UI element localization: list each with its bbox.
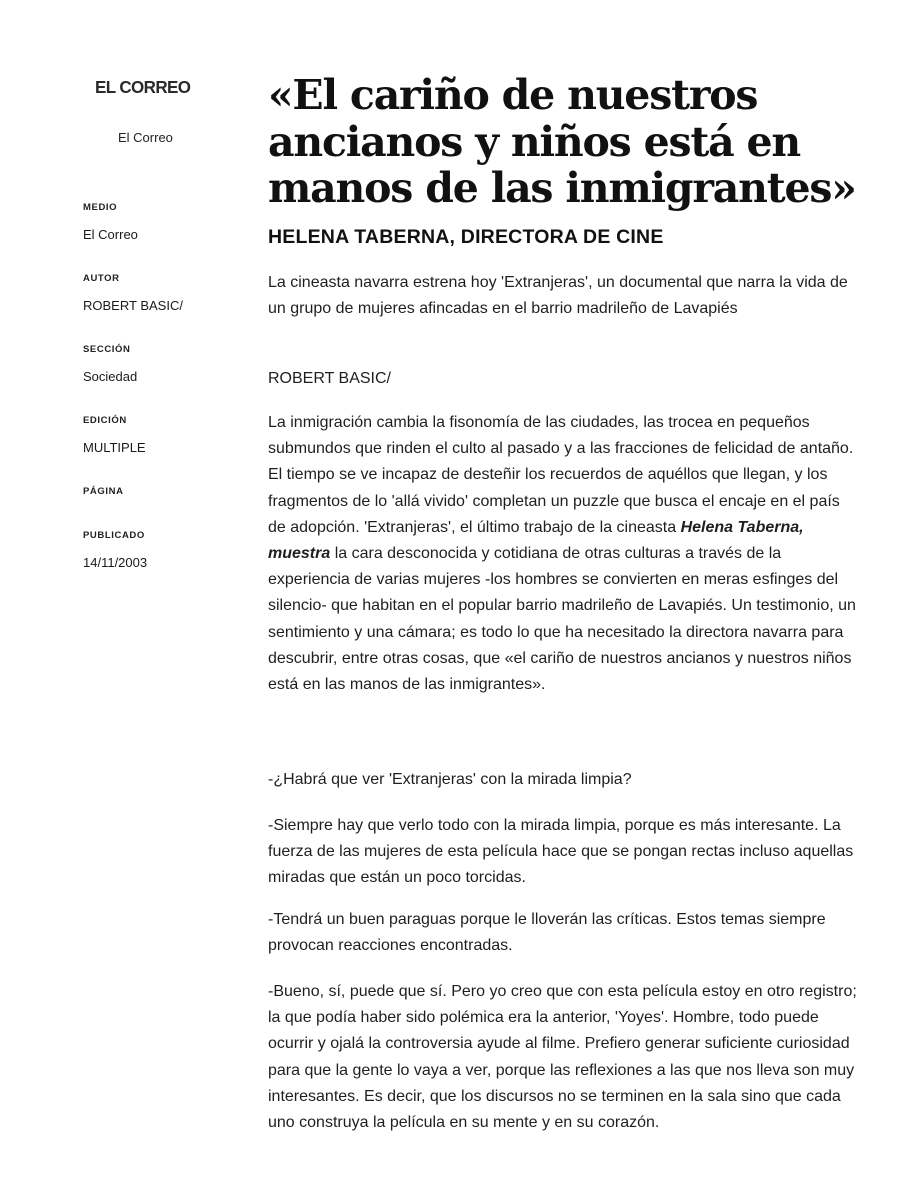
meta-label: MEDIO xyxy=(83,202,118,213)
meta-value: Sociedad xyxy=(83,369,138,384)
meta-label: AUTOR xyxy=(83,273,120,284)
meta-label: SECCIÓN xyxy=(83,344,131,355)
interview-question: -Tendrá un buen paraguas porque le lloverán las críticas. Estos temas siempre provocan reacciones encontradas. xyxy=(268,911,826,955)
meta-label: EDICIÓN xyxy=(83,415,127,426)
meta-value: 14/11/2003 xyxy=(83,555,148,570)
meta-pagina xyxy=(83,486,243,498)
interview-answer: -Siempre hay que verlo todo con la mirada limpia, porque es más interesante. La fuerza de las mujeres de esta película hace que se pongan rectas incluso aquellas miradas que están un poco torcidas. xyxy=(268,817,854,887)
emphasized-text: Helena Taberna, muestra xyxy=(268,518,804,563)
publication-logo: EL CORREO xyxy=(95,77,191,98)
publication-name: El Correo xyxy=(118,130,173,145)
paragraph-text: la cara desconocida y cotidiana de otras culturas a través de la experiencia de varias mujeres -los hombres se convierten en meras esfinges del silencio- que habitan en el popular barrio madrileño de Lavapiés. Un testimonio, un sentimiento y una cámara; es todo lo que ha necesitado la directora navarra para descubrir, entre otras cosas, que «el cariño de nuestros ancianos y nuestros niños está en las manos de las inmigrantes». xyxy=(268,545,856,694)
meta-value: El Correo xyxy=(83,227,138,242)
article-paragraph xyxy=(268,410,858,698)
meta-value: ROBERT BASIC/ xyxy=(83,298,183,313)
interview-question: -¿Habrá que ver 'Extranjeras' con la mirada limpia? xyxy=(268,771,632,788)
meta-label: PUBLICADO xyxy=(83,530,145,541)
meta-autor xyxy=(83,273,243,314)
article-subhead: HELENA TABERNA, DIRECTORA DE CINE xyxy=(268,226,664,248)
article-headline: «El cariño de nuestros ancianos y niños está en manos de las inmigrantes» xyxy=(268,71,856,212)
meta-edicion xyxy=(83,415,243,456)
paragraph-text: La inmigración cambia la fisonomía de las ciudades, las trocea en pequeños submundos que rinden el culto al pasado y a las fracciones de felicidad de antaño. El tiempo se ve incapaz de desteñir los recuerdos de aquéllos que llegan, y los fragmentos de lo 'allá vivido' completan un puzzle que busca el encaje en el país de adopción. 'Extranjeras', el último trabajo de la cineasta xyxy=(268,414,854,536)
article-lead: La cineasta navarra estrena hoy 'Extranjeras', un documental que narra la vida de un grupo de mujeres afincadas en el barrio madrileño de Lavapiés xyxy=(268,274,848,318)
meta-publicado xyxy=(83,530,243,571)
meta-medio xyxy=(83,202,243,243)
meta-seccion xyxy=(83,344,243,385)
article-byline: ROBERT BASIC/ xyxy=(268,370,391,387)
meta-label: PÁGINA xyxy=(83,486,124,497)
meta-value: MULTIPLE xyxy=(83,440,146,455)
interview-answer: -Bueno, sí, puede que sí. Pero yo creo que con esta película estoy en otro registro; la que podía haber sido polémica era la anterior, 'Yoyes'. Hombre, todo puede ocurrir y ojalá la controversia ayude al filme. Prefiero generar suficiente curiosidad para que la gente lo vaya a ver, porque las reflexiones a las que nos lleva son muy interesantes. Es decir, que los discursos no se terminen en la sala sino que cada uno construya la película en su mente y en su corazón. xyxy=(268,983,857,1132)
